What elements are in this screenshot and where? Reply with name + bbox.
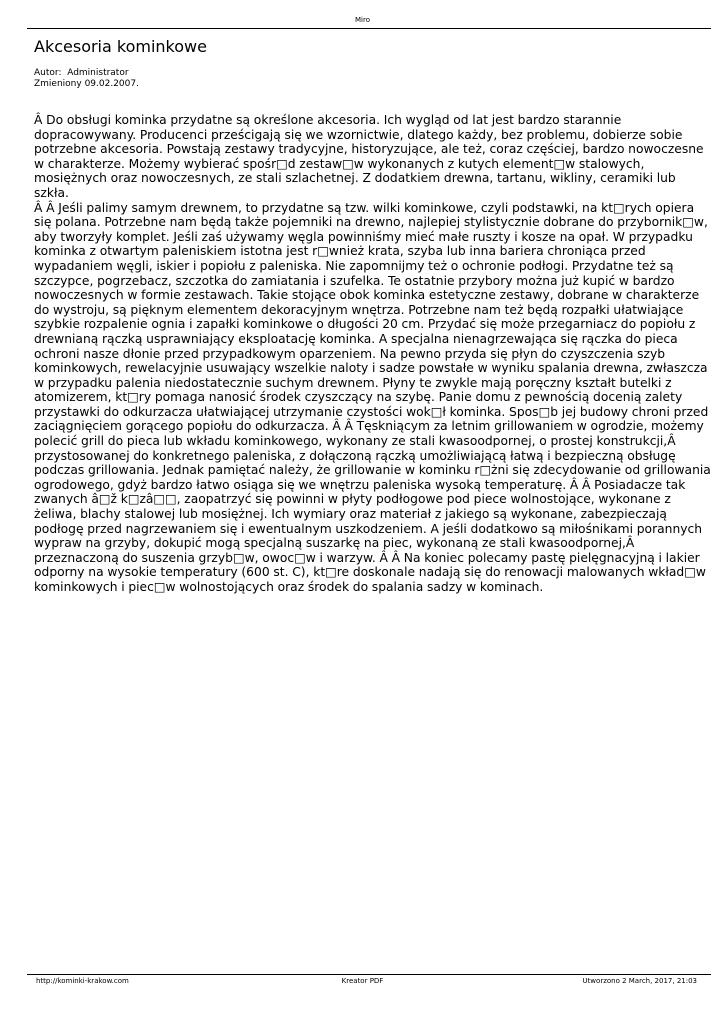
modified-date: Zmieniony 09.02.2007.: [34, 79, 139, 89]
article-meta: [34, 68, 139, 90]
author-line: Autor: Administrator: [34, 68, 129, 78]
footer-generator: Kreator PDF: [341, 977, 384, 985]
article-body: [34, 113, 714, 595]
footer-created-date: Utworzono 2 March, 2017, 21:03: [582, 977, 697, 985]
footer-url: http://kominki-krakow.com: [36, 977, 129, 985]
header-site-name: Miro: [355, 16, 370, 24]
footer-divider: [27, 974, 711, 975]
page-title: Akcesoria kominkowe: [34, 37, 207, 56]
article-text: Â Do obsługi kominka przydatne są określone akcesoria. Ich wygląd od lat jest bardzo starannie dopracowywany. Producenci prześcigają się we wzornictwie, dlatego każdy, bez problemu, dobierze sobie potrzebne akcesoria. Powstają zestawy tradycyjne, historyzujące, ale też, coraz częściej, bardzo nowoczesne w charakterze. Możemy wybierać spośr□d zestaw□w wykonanych z kutych element□w stalowych, mosiężnych oraz nowoczesnych, ze stali szlachetnej. Z dodatkiem drewna, tartanu, wikliny, ceramiki lub szkła. Â Â Jeśli palimy samym drewnem, to przydatne są tzw. wilki kominkowe, czyli podstawki, na kt□rych opiera się polana. Potrzebne nam będą także pojemniki na drewno, najlepiej stylistycznie dobrane do przybornik□w, aby tworzyły komplet. Jeśli zaś używamy węgla powinniśmy mieć małe ruszty i kosze na opał. W przypadku kominka z otwartym paleniskiem istotna jest r□wnież krata, szyba lub inna bariera chroniąca przed wypadaniem węgli, iskier i popiołu z paleniska. Nie zapomnijmy też o ochronie podłogi. Przydatne też są szczypce, pogrzebacz, szczotka do zamiatania i szufelka. Te ostatnie przybory można już kupić w bardzo nowoczesnych w formie zestawach. Takie stojące obok kominka estetyczne zestawy, dobrane w charakterze do wystroju, są pięknym elementem dekoracyjnym wnętrza. Potrzebne nam też będą rozpałki ułatwiające szybkie rozpalenie ognia i zapałki kominkowe o długości 20 cm. Przydać się może przegarniacz do popiołu z drewnianą rączką usprawniający eksploatację kominka. A specjalna nienagrzewająca się rączka do pieca ochroni nasze dłonie przed przypadkowym oparzeniem. Na pewno przyda się płyn do czyszczenia szyb kominkowych, rewelacyjnie usuwający wszelkie naloty i sadze powstałe w wyniku spalania drewna, zwłaszcza w przypadku palenia niedostatecznie suchym drewnem. Płyny te zwykle mają poręczny kształt butelki z atomizerem, kt□ry pomaga nanosić środek czyszczący na szybę. Panie domu z pewnością docenią zalety przystawki do odkurzacza ułatwiającej utrzymanie czystości wok□ł kominka. Spos□b jej budowy chroni przed zaciągnięciem gorącego popiołu do odkurzacza. Â Â Tęskniącym za letnim grillowaniem w ogrodzie, możemy polecić grill do pieca lub wkładu kominkowego, wykonany ze stali kwasoodpornej, o prostej konstrukcji,Â przystosowanej do konkretnego paleniska, z dołączoną rączką umożliwiającą łatwą i bezpieczną obsługę podczas grillowania. Jednak pamiętać należy, że grillowanie w kominku r□żni się zdecydowanie od grillowania ogrodowego, gdyż bardzo łatwo osiąga się we wnętrzu paleniska wysoką temperaturę. Â Â Posiadacze tak zwanych â□ž k□zâ□□, zaopatrzyć się powinni w płyty podłogowe pod piece wolnostojące, wykonane z żeliwa, blachy stalowej lub mosiężnej. Ich wymiary oraz materiał z jakiego są wykonane, zabezpieczają podłogę przed nagrzewaniem się i ewentualnym uszkodzeniem. A jeśli dodatkowo są miłośnikami porannych wypraw na grzyby, dokupić mogą specjalną suszarkę na piec, wykonaną ze stali kwasoodpornej,Â przeznaczoną do suszenia grzyb□w, owoc□w i warzyw. Â Â Na koniec polecamy pastę pielęgnacyjną i lakier odporny na wysokie temperatury (600 st. C), kt□re doskonale nadają się do renowacji malowanych wkład□w kominkowych i piec□w wolnostojących oraz środek do spalania sadzy w kominach.: [34, 113, 711, 594]
header-divider: [27, 28, 711, 29]
footer: [0, 977, 725, 987]
